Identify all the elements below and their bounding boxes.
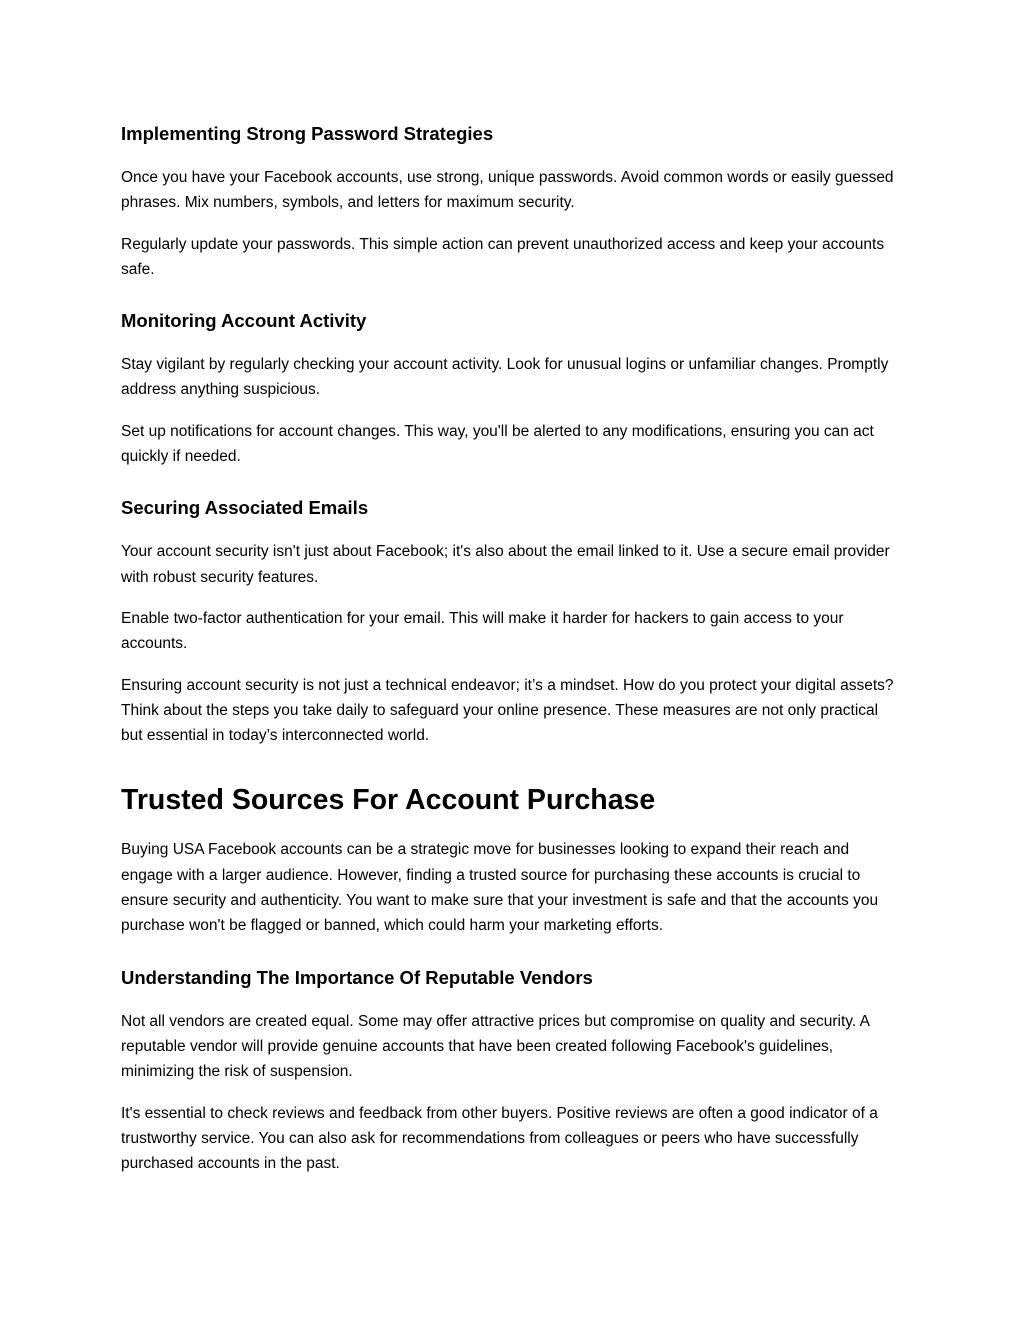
paragraph-strong-passwords-2: Regularly update your passwords. This simple action can prevent unauthorized access and keep your accounts safe. (121, 235, 885, 278)
heading-understanding-importance-of-reputable-vendors: Understanding The Importance Of Reputable Vendors (121, 966, 593, 988)
heading-trusted-sources-for-account-purchase: Trusted Sources For Account Purchase (121, 784, 656, 817)
paragraph-reputable-vendors-1: Not all vendors are created equal. Some may offer attractive prices but compromise on quality and security. A reputable vendor will provide genuine accounts that have been created following Facebook's guidelines, minimizing the risk of suspension. (121, 1012, 870, 1081)
paragraph-securing-emails-1: Your account security isn't just about Facebook; it's also about the email linked to it. Use a secure email provider with robust security features. (121, 543, 890, 586)
heading-monitoring-account-activity: Monitoring Account Activity (121, 310, 367, 332)
paragraph-monitoring-2: Set up notifications for account changes. This way, you'll be alerted to any modifications, ensuring you can act quickly if needed. (121, 422, 874, 466)
heading-implementing-strong-password-strategies: Implementing Strong Password Strategies (121, 123, 494, 144)
paragraph-monitoring-1: Stay vigilant by regularly checking your account activity. Look for unusual logins or unfamiliar changes. Promptly address anything suspicious. (121, 356, 889, 399)
paragraph-trusted-sources-1: Buying USA Facebook accounts can be a strategic move for businesses looking to expand their reach and engage with a larger audience. However, finding a trusted source for purchasing these accounts is crucial to ensure security and authenticity. You want to make sure that your investment is safe and that the accounts you purchase won't be flagged or banned, which could harm your marketing efforts. (121, 841, 879, 935)
paragraph-securing-emails-2: Enable two-factor authentication for your email. This will make it harder for hackers to gain access to your accounts. (121, 609, 844, 653)
paragraph-strong-passwords-1: Once you have your Facebook accounts, use strong, unique passwords. Avoid common words or easily guessed phrases. Mix numbers, symbols, and letters for maximum security. (121, 169, 894, 212)
paragraph-reputable-vendors-2: It's essential to check reviews and feedback from other buyers. Positive reviews are often a good indicator of a trustworthy service. You can also ask for recommendations from colleagues or peers who have successfully purchased accounts in the past. (121, 1104, 878, 1173)
paragraph-securing-emails-3: Ensuring account security is not just a technical endeavor; it’s a mindset. How do you protect your digital assets? Think about the steps you take daily to safeguard your online presence. These measures are not only practical but essential in today’s interconnected world. (121, 676, 894, 745)
heading-securing-associated-emails: Securing Associated Emails (121, 497, 369, 519)
